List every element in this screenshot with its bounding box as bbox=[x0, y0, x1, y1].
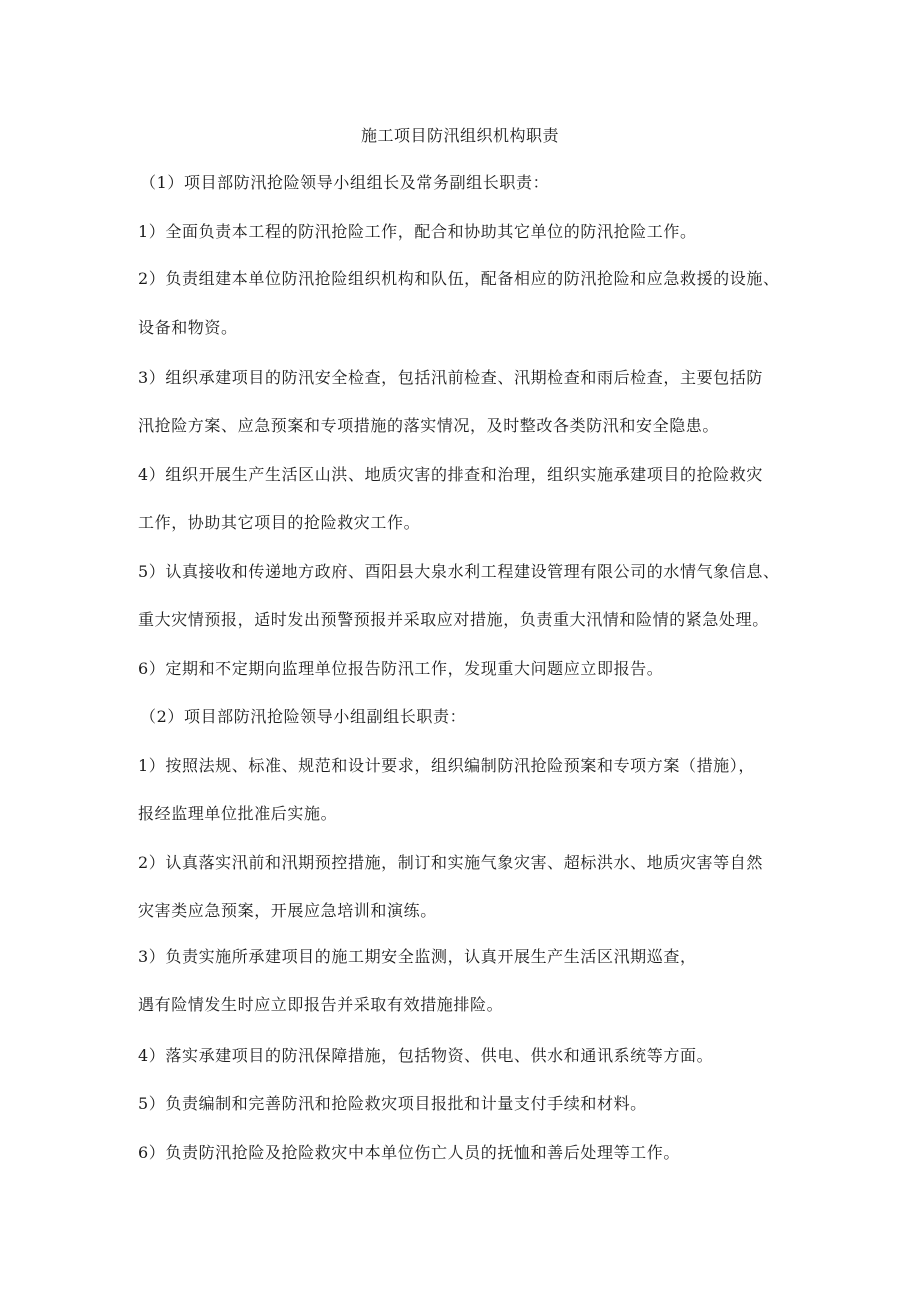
paragraph-line: 重大灾情预报，适时发出预警预报并采取应对措施，负责重大汛情和险情的紧急处理。 bbox=[138, 610, 769, 629]
paragraph-line: 3）组织承建项目的防汛安全检查，包括汛前检查、汛期检查和雨后检查，主要包括防 bbox=[138, 368, 763, 387]
paragraph-line: 设备和物资。 bbox=[138, 318, 238, 337]
paragraph-line: 汛抢险方案、应急预案和专项措施的落实情况，及时整改各类防汛和安全隐患。 bbox=[138, 416, 720, 435]
paragraph-line: 遇有险情发生时应立即报告并采取有效措施排险。 bbox=[138, 995, 504, 1014]
paragraph-line: 5）负责编制和完善防汛和抢险救灾项目报批和计量支付手续和材料。 bbox=[138, 1094, 647, 1113]
paragraph-line: 工作，协助其它项目的抢险救灾工作。 bbox=[138, 513, 421, 532]
paragraph-line: 报经监理单位批准后实施。 bbox=[138, 804, 338, 823]
paragraph-line: 4）组织开展生产生活区山洪、地质灾害的排查和治理，组织实施承建项目的抢险救灾 bbox=[138, 465, 763, 484]
document-title: 施工项目防汛组织机构职责 bbox=[360, 126, 559, 145]
section-heading-2: （2）项目部防汛抢险领导小组副组长职责： bbox=[140, 707, 467, 726]
paragraph-line: 6）定期和不定期向监理单位报告防汛工作，发现重大问题应立即报告。 bbox=[138, 659, 664, 678]
section-heading-1: （1）项目部防汛抢险领导小组组长及常务副组长职责： bbox=[140, 173, 550, 192]
paragraph-line: 3）负责实施所承建项目的施工期安全监测，认真开展生产生活区汛期巡查， bbox=[138, 947, 697, 966]
paragraph-line: 1）按照法规、标准、规范和设计要求，组织编制防汛抢险预案和专项方案（措施）， bbox=[138, 756, 755, 775]
paragraph-line: 2）负责组建本单位防汛抢险组织机构和队伍，配备相应的防汛抢险和应急救援的设施、 bbox=[138, 269, 780, 288]
paragraph-line: 灾害类应急预案，开展应急培训和演练。 bbox=[138, 901, 437, 920]
paragraph-line: 5）认真接收和传递地方政府、酉阳县大泉水利工程建设管理有限公司的水情气象信息、 bbox=[138, 562, 780, 581]
paragraph-line: 1）全面负责本工程的防汛抢险工作，配合和协助其它单位的防汛抢险工作。 bbox=[138, 222, 697, 241]
paragraph-line: 2）认真落实汛前和汛期预控措施，制订和实施气象灾害、超标洪水、地质灾害等自然 bbox=[138, 853, 763, 872]
paragraph-line: 6）负责防汛抢险及抢险救灾中本单位伤亡人员的抚恤和善后处理等工作。 bbox=[138, 1143, 680, 1162]
paragraph-line: 4）落实承建项目的防汛保障措施，包括物资、供电、供水和通讯系统等方面。 bbox=[138, 1046, 714, 1065]
